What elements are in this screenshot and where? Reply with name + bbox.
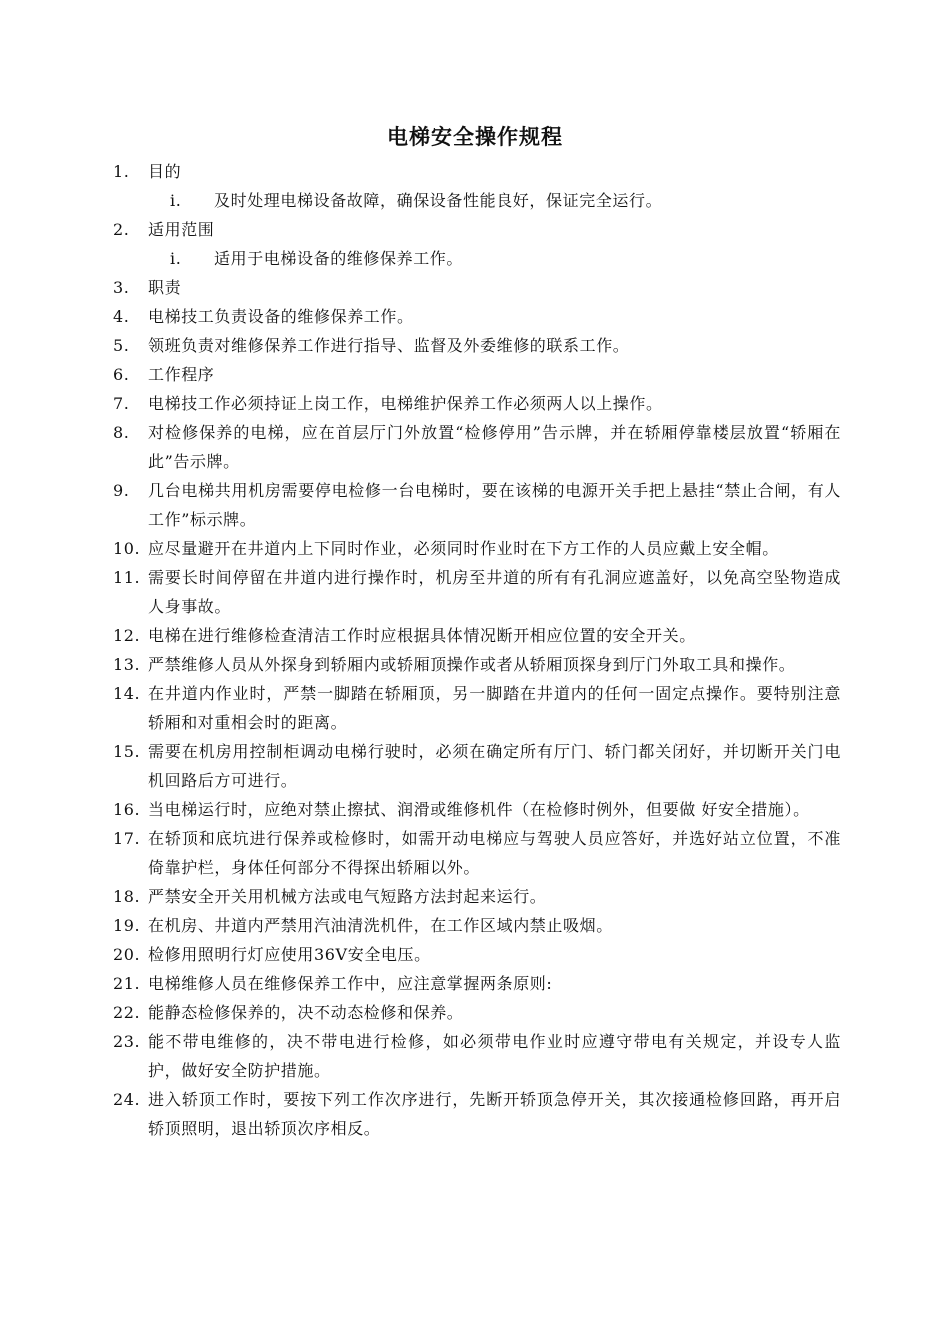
list-item [113, 157, 841, 186]
list-item [113, 389, 841, 418]
sub-list-item [113, 244, 841, 273]
list-item-text: 及时处理电梯设备故障，确保设备性能良好，保证完全运行。 [214, 191, 663, 210]
list-item [113, 940, 841, 969]
list-item-text: 当电梯运行时，应绝对禁止擦拭、润滑或维修机件（在检修时例外，但要做 好安全措施）。 [148, 800, 810, 819]
list-item-text: 适用于电梯设备的维修保养工作。 [214, 249, 464, 268]
list-item-number: 5. [113, 336, 130, 355]
list-item-text: 电梯维修人员在维修保养工作中，应注意掌握两条原则: [148, 974, 553, 993]
list-item [113, 360, 841, 389]
list-item-text: 检修用照明行灯应使用36V安全电压。 [148, 945, 431, 964]
list-item-number: 10. [113, 539, 141, 558]
list-item-number: i. [170, 191, 182, 210]
list-item-text: 目的 [148, 162, 182, 181]
list-item-text: 适用范围 [148, 220, 215, 239]
list-item-number: 14. [113, 684, 141, 703]
list-item-text: 电梯技工负责设备的维修保养工作。 [148, 307, 414, 326]
list-item-number: 21. [113, 974, 141, 993]
list-item-number: 13. [113, 655, 141, 674]
page-title: 电梯安全操作规程 [387, 125, 563, 149]
list-item-text: 在机房、井道内严禁用汽油清洗机件，在工作区域内禁止吸烟。 [148, 916, 613, 935]
list-item-number: 19. [113, 916, 141, 935]
list-item-text: 电梯在进行维修检查清洁工作时应根据具体情况断开相应位置的安全开关。 [148, 626, 696, 645]
list-item-text: 能不带电维修的，决不带电进行检修，如必须带电作业时应遵守带电有关规定，并设专人监护，做好安全防护措施。 [148, 1032, 841, 1080]
document-body [113, 157, 841, 1143]
list-item [113, 1027, 841, 1085]
list-item [113, 650, 841, 679]
list-item-number: 3. [113, 278, 130, 297]
list-item-number: 12. [113, 626, 141, 645]
list-item [113, 824, 841, 882]
list-item-number: 17. [113, 829, 141, 848]
list-item-text: 职责 [148, 278, 182, 297]
list-item-number: 24. [113, 1090, 141, 1109]
list-item-number: 18. [113, 887, 141, 906]
list-item [113, 534, 841, 563]
list-item [113, 621, 841, 650]
list-item [113, 476, 841, 534]
list-item [113, 1085, 841, 1143]
list-item-number: 4. [113, 307, 130, 326]
list-item-text: 几台电梯共用机房需要停电检修一台电梯时，要在该梯的电源开关手把上悬挂“禁止合闸，有人工作”标示牌。 [148, 481, 841, 529]
list-item-number: 16. [113, 800, 141, 819]
list-item-number: i. [170, 249, 182, 268]
list-item-text: 进入轿顶工作时，要按下列工作次序进行，先断开轿顶急停开关，其次接通检修回路，再开启轿顶照明，退出轿顶次序相反。 [148, 1090, 841, 1138]
list-item [113, 331, 841, 360]
list-item-number: 6. [113, 365, 130, 384]
list-item [113, 273, 841, 302]
list-item [113, 969, 841, 998]
list-item [113, 882, 841, 911]
list-item [113, 737, 841, 795]
list-item-text: 在轿顶和底坑进行保养或检修时，如需开动电梯应与驾驶人员应答好，并选好站立位置，不准倚靠护栏，身体任何部分不得探出轿厢以外。 [148, 829, 841, 877]
list-item-text: 严禁维修人员从外探身到轿厢内或轿厢顶操作或者从轿厢顶探身到厅门外取工具和操作。 [148, 655, 796, 674]
list-item [113, 215, 841, 244]
list-item [113, 418, 841, 476]
list-item-text: 领班负责对维修保养工作进行指导、监督及外委维修的联系工作。 [148, 336, 630, 355]
list-item-text: 在井道内作业时，严禁一脚踏在轿厢顶，另一脚踏在井道内的任何一固定点操作。要特别注意轿厢和对重相会时的距离。 [148, 684, 841, 732]
list-item-number: 22. [113, 1003, 141, 1022]
sub-list-item [113, 186, 841, 215]
list-item-text: 应尽量避开在井道内上下同时作业，必须同时作业时在下方工作的人员应戴上安全帽。 [148, 539, 779, 558]
list-item-number: 8. [113, 423, 130, 442]
list-item-text: 能静态检修保养的，决不动态检修和保养。 [148, 1003, 464, 1022]
list-item-number: 20. [113, 945, 141, 964]
list-item-number: 9. [113, 481, 130, 500]
list-item [113, 302, 841, 331]
list-item [113, 679, 841, 737]
list-item-text: 需要在机房用控制柜调动电梯行驶时，必须在确定所有厅门、轿门都关闭好，并切断开关门电机回路后方可进行。 [148, 742, 841, 790]
list-item-text: 电梯技工作必须持证上岗工作，电梯维护保养工作必须两人以上操作。 [148, 394, 663, 413]
list-item-text: 工作程序 [148, 365, 215, 384]
list-item-text: 对检修保养的电梯，应在首层厅门外放置“检修停用”告示牌，并在轿厢停靠楼层放置“轿厢在此”告示牌。 [148, 423, 841, 471]
list-item [113, 563, 841, 621]
list-item [113, 911, 841, 940]
list-item-text: 需要长时间停留在井道内进行操作时，机房至井道的所有有孔洞应遮盖好，以免高空坠物造成人身事故。 [148, 568, 841, 616]
list-item [113, 998, 841, 1027]
list-item-number: 7. [113, 394, 130, 413]
list-item-number: 2. [113, 220, 130, 239]
list-item-text: 严禁安全开关用机械方法或电气短路方法封起来运行。 [148, 887, 547, 906]
list-item-number: 1. [113, 162, 130, 181]
list-item-number: 11. [113, 568, 141, 587]
list-item [113, 795, 841, 824]
list-item-number: 15. [113, 742, 141, 761]
list-item-number: 23. [113, 1032, 141, 1051]
